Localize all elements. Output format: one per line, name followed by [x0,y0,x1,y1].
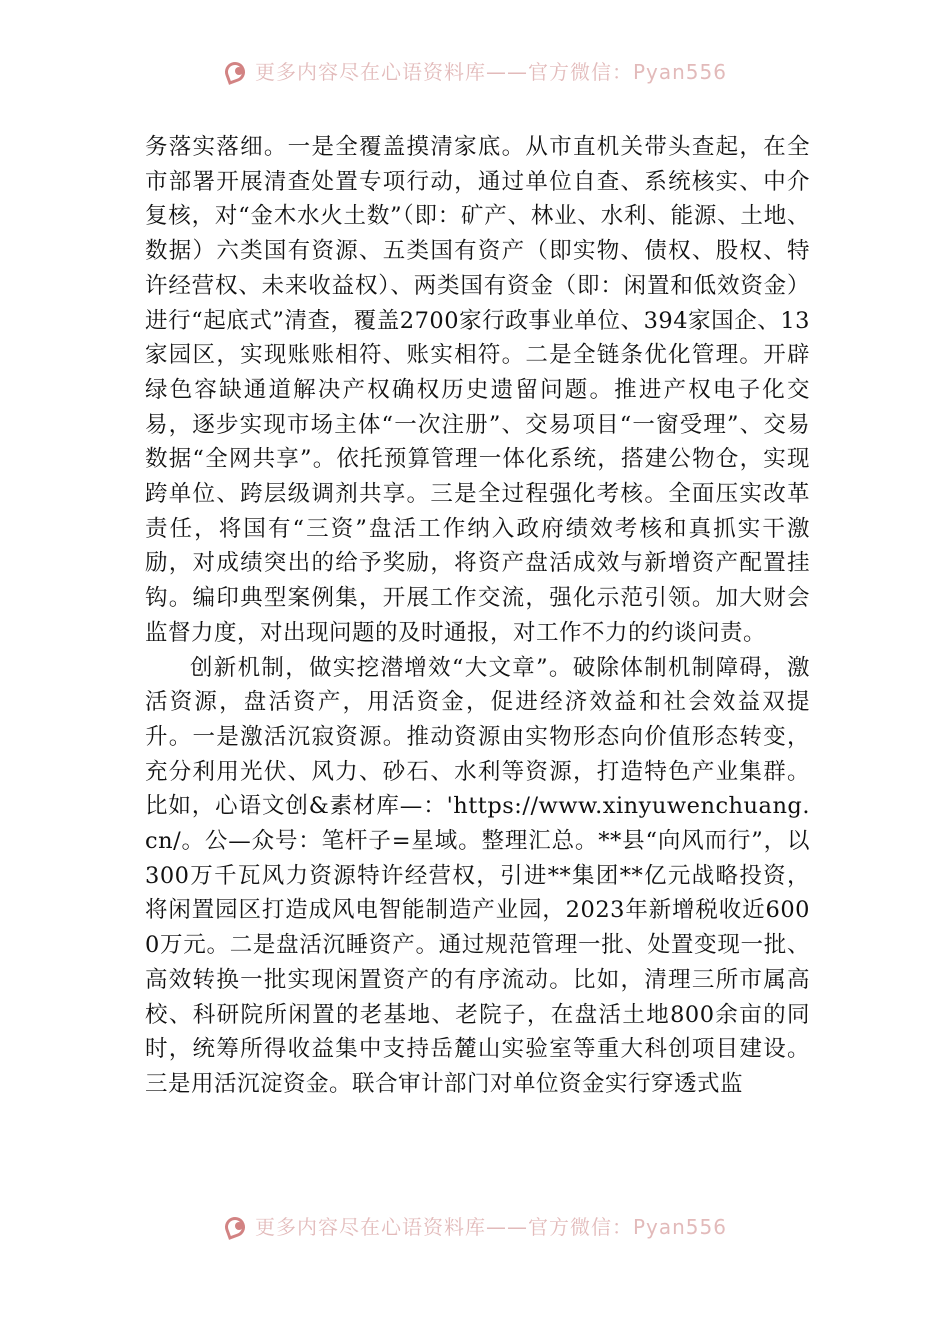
watermark-bottom [0,1209,950,1241]
watermark-top [0,54,950,86]
watermark-logo-icon [223,59,249,81]
watermark-bottom-text: 更多内容尽在心语资料库——官方微信：Pyan556 [254,1214,727,1239]
watermark-top-text: 更多内容尽在心语资料库——官方微信：Pyan556 [254,59,727,84]
paragraph-1: 务落实落细。一是全覆盖摸清家底。从市直机关带头查起，在全市部署开展清查处置专项行动，通过单位自查、系统核实、中介复核，对“金木水火土数”（即：矿产、林业、水利、能源、土地、数据）六类国有资源、五类国有资产（即实物、债权、股权、特许经营权、未来收益权）、两类国有资金（即：闲置和低效资金）进行“起底式”清查，覆盖2700家行政事业单位、394家国企、13家园区，实现账账相符、账实相符。二是全链条优化管理。开辟绿色容缺通道解决产权确权历史遗留问题。推进产权电子化交易，逐步实现市场主体“一次注册”、交易项目“一窗受理”、交易数据“全网共享”。依托预算管理一体化系统，搭建公物仓，实现跨单位、跨层级调剂共享。三是全过程强化考核。全面压实改革责任，将国有“三资”盘活工作纳入政府绩效考核和真抓实干激励，对成绩突出的给予奖励，将资产盘活成效与新增资产配置挂钩。编印典型案例集，开展工作交流，强化示范引领。加大财会监督力度，对出现问题的及时通报，对工作不力的约谈问责。 [145,134,810,646]
paragraph-2: 创新机制，做实挖潜增效“大文章”。破除体制机制障碍，激活资源，盘活资产，用活资金，促进经济效益和社会效益双提升。一是激活沉寂资源。推动资源由实物形态向价值形态转变，充分利用光伏、风力、砂石、水利等资源，打造特色产业集群。比如，心语文创&素材库—：'https://www.xinyuwenchuang.cn/。公—众号：笔杆子=星域。整理汇总。**县“向风而行”，以300万千瓦风力资源特许经营权，引进**集团**亿元战略投资，将闲置园区打造成风电智能制造产业园，2023年新增税收近6000万元。二是盘活沉睡资产。通过规范管理一批、处置变现一批、高效转换一批实现闲置资产的有序流动。比如，清理三所市属高校、科研院所闲置的老基地、老院子，在盘活土地800余亩的同时，统筹所得收益集中支持岳麓山实验室等重大科创项目建设。三是用活沉淀资金。联合审计部门对单位资金实行穿透式监 [145,654,810,1097]
watermark-logo-icon [223,1214,249,1236]
document-body [145,130,810,1102]
